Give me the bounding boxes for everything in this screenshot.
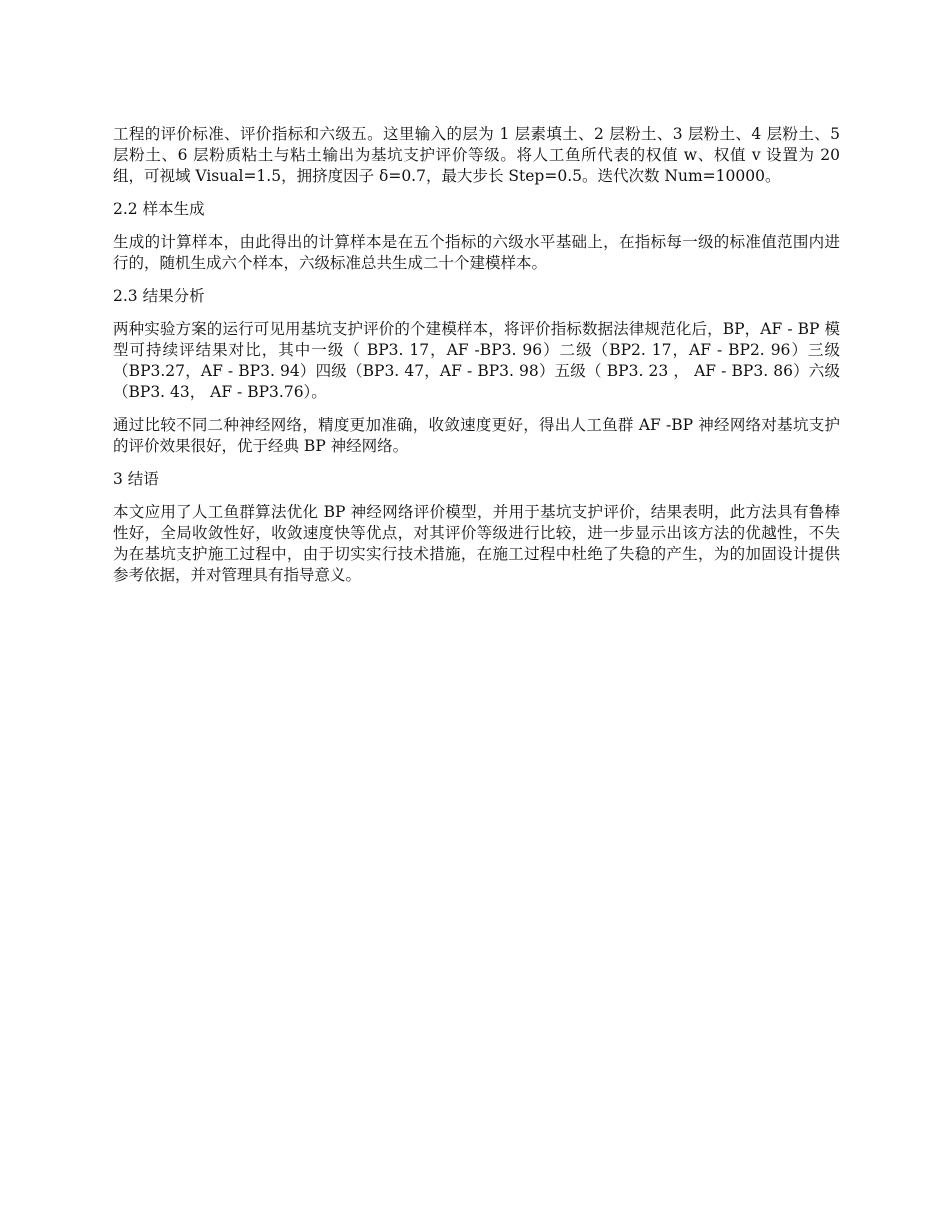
section-heading-conclusion: 3 结语 xyxy=(113,470,159,488)
document-body xyxy=(113,124,840,598)
paragraph-result-comparison: 两种实验方案的运行可见用基坑支护评价的个建模样本，将评价指标数据法律规范化后，BP，AF - BP 模型可持续评结果对比，其中一级（ BP3. 17，AF -BP3. 96）二级（BP2. 17，AF - BP2. 96）三级（BP3.27，AF - BP3. 94）四级（BP3. 47，AF - BP3. 98）五级（ BP3. 23 ， AF - BP3. 86）六级（BP3. 43， AF - BP3.76）。 xyxy=(113,320,840,401)
section-heading-sample-generation: 2.2 样本生成 xyxy=(113,200,205,218)
paragraph-result-conclusion: 通过比较不同二种神经网络，精度更加准确，收敛速度更好，得出人工鱼群 AF -BP 神经网络对基坑支护的评价效果很好，优于经典 BP 神经网络。 xyxy=(113,416,840,455)
paragraph-sample-generation: 生成的计算样本，由此得出的计算样本是在五个指标的六级水平基础上，在指标每一级的标准值范围内进行的，随机生成六个样本，六级标准总共生成二十个建模样本。 xyxy=(113,233,840,272)
paragraph-parameters: 工程的评价标准、评价指标和六级五。这里输入的层为 1 层素填土、2 层粉土、3 层粉土、4 层粉土、5 层粉土、6 层粉质粘土与粘土输出为基坑支护评价等级。将人工鱼所代表的权值 w、权值 v 设置为 20 组，可视域 Visual=1.5，拥挤度因子 δ=0.7，最大步长 Step=0.5。迭代次数 Num=10000。 xyxy=(113,125,840,185)
section-heading-result-analysis: 2.3 结果分析 xyxy=(113,287,205,305)
paragraph-conclusion: 本文应用了人工鱼群算法优化 BP 神经网络评价模型，并用于基坑支护评价，结果表明，此方法具有鲁棒性好，全局收敛性好，收敛速度快等优点，对其评价等级进行比较，进一步显示出该方法的优越性，不失为在基坑支护施工过程中，由于切实实行技术措施，在施工过程中杜绝了失稳的产生，为的加固设计提供参考依据，并对管理具有指导意义。 xyxy=(113,503,840,584)
